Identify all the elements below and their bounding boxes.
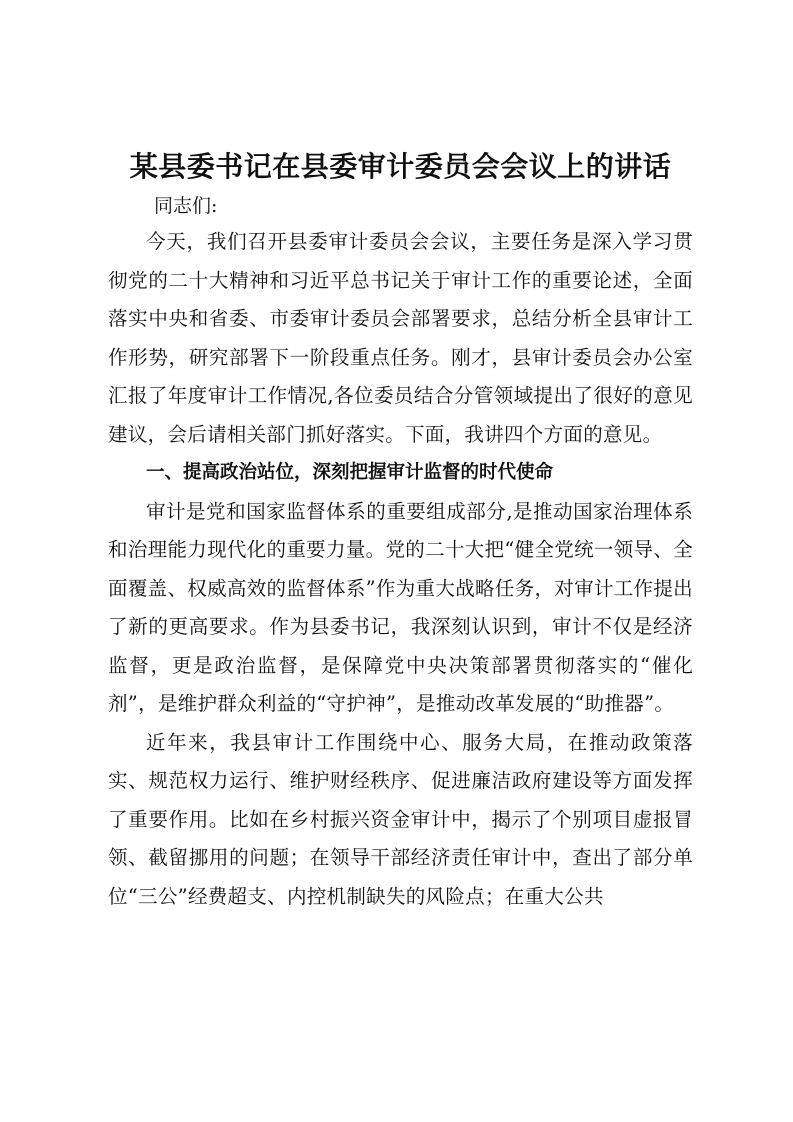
- paragraph-section-1-a: 审计是党和国家监督体系的重要组成部分,是推动国家治理体系和治理能力现代化的重要力量。党的二十大把“健全党统一领导、全面覆盖、权威高效的监督体系”作为重大战略任务，对审计工作提出了新的更高要求。作为县委书记，我深刻认识到，审计不仅是经济监督，更是政治监督，是保障党中央决策部署贯彻落实的“催化剂”，是维护群众利益的“守护神”，是推动改革发展的“助推器”。: [108, 499, 693, 715]
- paragraph-section-1-b: 近年来，我县审计工作围绕中心、服务大局，在推动政策落实、规范权力运行、维护财经秩序、促进廉洁政府建设等方面发挥了重要作用。比如在乡村振兴资金审计中，揭示了个别项目虚报冒领、截留挪用的问题；在领导干部经济责任审计中，查出了部分单位“三公”经费超支、内控机制缺失的风险点；在重大公共: [108, 730, 693, 908]
- document-title: 某县委书记在县委审计委员会会议上的讲话: [129, 150, 672, 183]
- salutation: 同志们:: [154, 195, 218, 217]
- paragraph-intro: 今天，我们召开县委审计委员会会议，主要任务是深入学习贯彻党的二十大精神和习近平总书记关于审计工作的重要论述，全面落实中央和省委、市委审计委员会部署要求，总结分析全县审计工作形势，研究部署下一阶段重点任务。刚才，县审计委员会办公室汇报了年度审计工作情况,各位委员结合分管领域提出了很好的意见建议，会后请相关部门抓好落实。下面，我讲四个方面的意见。: [108, 230, 693, 446]
- section-heading-1: 一、提高政治站位，深刻把握审计监督的时代使命: [146, 462, 554, 483]
- document-body: [108, 145, 693, 916]
